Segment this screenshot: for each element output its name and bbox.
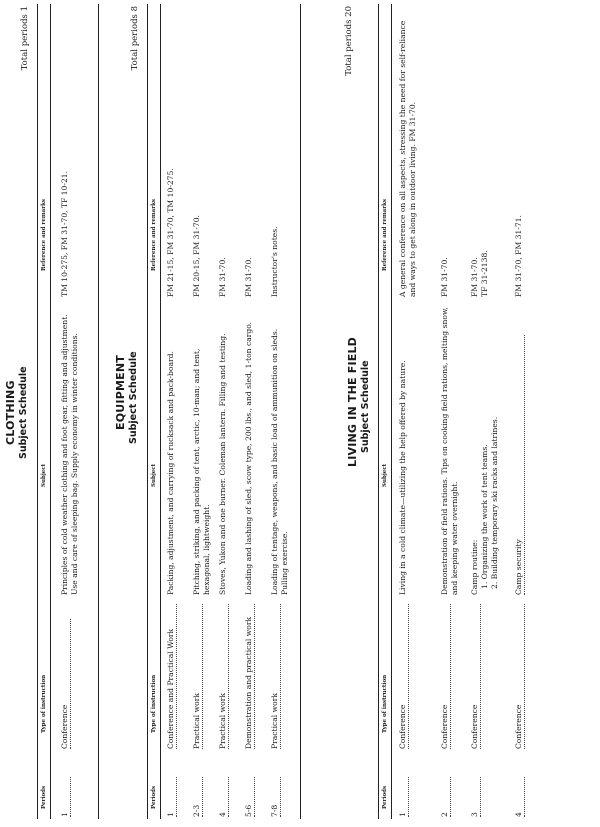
reference-cell: FM 31-70. [244,257,253,297]
header-reference: Reference and remarks [151,198,157,271]
header-subject: Subject [151,463,157,487]
periods-cell: 5-6 [244,777,255,817]
periods-cell: 7-8 [270,777,281,817]
header-rule [50,4,51,819]
reference-cell: FM 31-70. [218,257,227,297]
subject-cell: Principles of cold weather clothing and foot gear, fitting and adjustment. Use and care of sleeping bag. Supply economy in winter conditions. [60,314,79,595]
table-top-rule [147,4,148,819]
subject-cell: Demonstration of field rations. Tips on cooking field rations, melting snow, and keeping water overnight. [440,307,459,595]
header-periods: Periods [151,785,157,809]
header-type: Type of instruction [41,674,47,733]
periods-cell: 4 [514,777,525,817]
subject-cell [470,305,500,595]
type-cell: Practical work [192,604,203,749]
header-periods: Periods [41,785,47,809]
periods-cell: 2 [440,777,451,817]
reference-cell: FM 31-70, FM 31-71. [514,215,523,297]
section-title: CLOTHING [4,380,17,445]
header-type: Type of instruction [151,674,157,733]
section-subtitle: Subject Schedule [18,366,29,459]
list-item: 1. Organizing the work of tent teams. [480,444,489,589]
periods-cell: 1 [166,777,177,817]
header-reference: Reference and remarks [41,198,47,271]
type-cell: Conference [514,604,525,749]
header-subject: Subject [41,463,47,487]
header-periods: Periods [382,785,388,809]
subject-cell: Camp security [514,335,525,595]
header-subject: Subject [382,463,388,487]
reference-cell: TM 10-275, FM 31-70, TF 10-21. [60,170,69,297]
subject-cell: Packing, adjustment, and carrying of rucksack and pack-board. [166,351,175,595]
type-cell: Conference [470,604,481,749]
periods-cell: 4 [218,777,229,817]
header-rule [160,4,161,819]
type-cell: Practical work [270,604,281,749]
list-item: 2. Building temporary ski racks and latrines. [490,416,499,589]
periods-cell: 1 [398,777,409,817]
table-top-rule [37,4,38,819]
total-periods: Total periods 8 [130,6,140,71]
reference-cell: FM 21-15, FM 31-70, TM 10-275. [166,168,175,297]
reference-cell: FM 31-70. [440,257,449,297]
subject-cell: Loading and lashing of sled, scow type, 200 lbs., and sled, 1-ton cargo. [244,321,253,595]
total-periods: Total periods 1 [20,6,30,71]
header-rule [391,4,392,819]
reference-cell: A general conference on all aspects, stressing the need for self-reliance and ways to get along in outdoor living. FM 31-70. [398,20,417,297]
subject-cell: Stoves, Yukon and one burner. Coleman lantern. Filling and testing. [218,333,227,595]
type-cell: Conference [60,619,71,749]
reference-cell: FM 20-15, FM 31-70. [192,215,201,297]
reference-cell: Instructor's notes. [270,226,279,297]
reference-line: TF 31-2138. [480,250,489,297]
reference-line: FM 31-70. [470,257,479,297]
subject-cell: Pitching, striking, and packing of tent, arctic, 10-man; and tent, hexagonal, lightweight. [192,348,211,595]
periods-cell: 2-3 [192,777,203,817]
subject-heading: Camp routine: [470,539,479,595]
section-bottom-rule [300,4,301,819]
table-top-rule [378,4,379,819]
section-subtitle: Subject Schedule [128,351,139,444]
type-cell: Conference [440,604,451,749]
reference-cell [470,7,490,297]
subject-cell: Loading of tentage, weapons, and basic load of ammunition on sleds. Pulling exercise. [270,328,289,595]
total-periods: Total periods 20 [344,6,354,76]
header-type: Type of instruction [382,674,388,733]
section-subtitle: Subject Schedule [360,360,371,453]
type-cell: Conference [398,604,409,749]
periods-cell: 3 [470,777,481,817]
type-cell: Conference and Practical Work [166,604,177,749]
section-title: EQUIPMENT [114,355,127,430]
type-cell: Demonstration and practical work [244,604,255,749]
header-reference: Reference and remarks [382,198,388,271]
section-bottom-rule [98,4,99,819]
periods-cell: 1 [60,777,71,817]
type-cell: Practical work [218,604,229,749]
section-title: LIVING IN THE FIELD [346,336,359,467]
subject-cell: Living in a cold climate—utilizing the help offered by nature. [398,360,407,595]
